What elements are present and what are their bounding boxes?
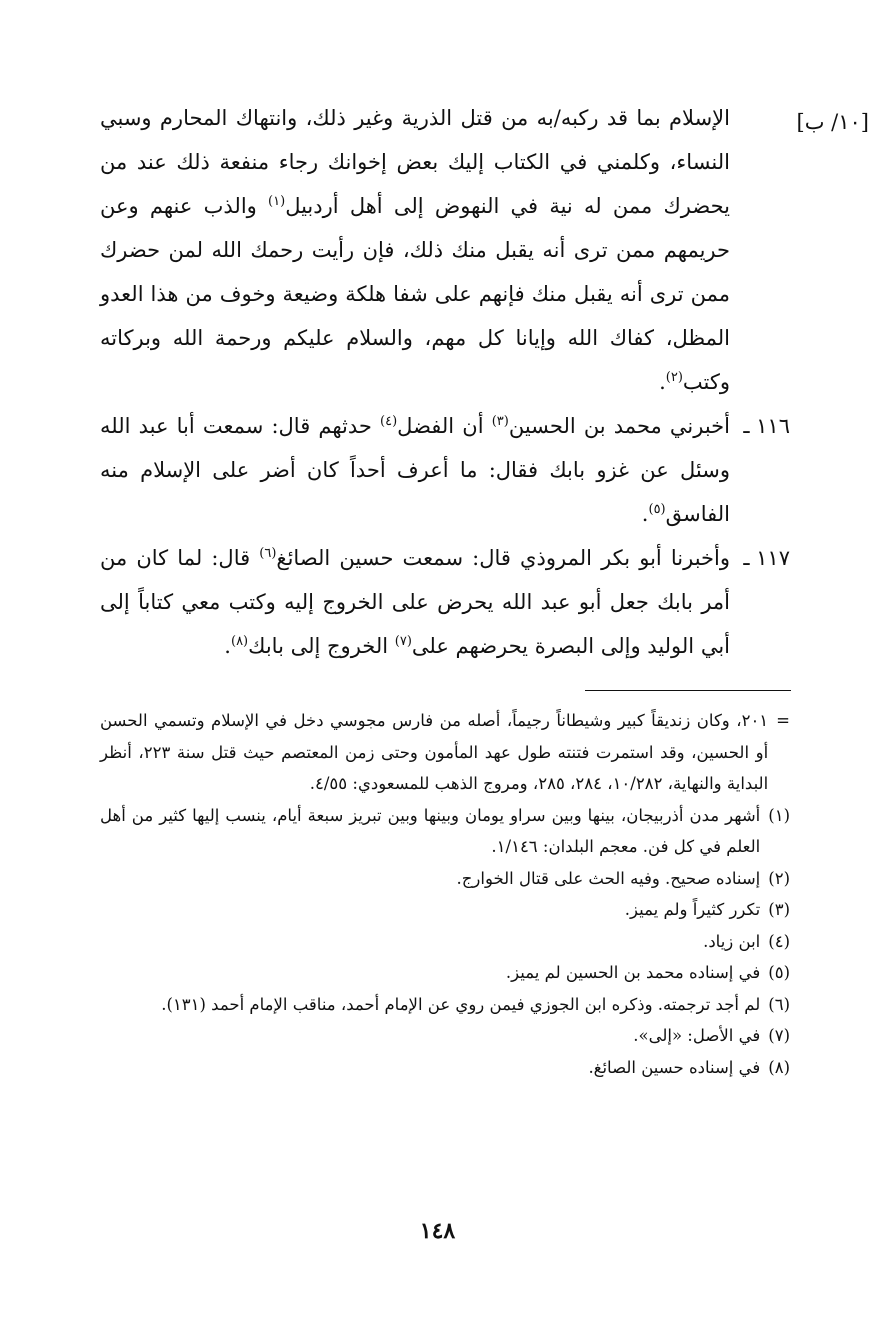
footnote-text: تكرر كثيراً ولم يميز. — [624, 900, 761, 919]
paragraph-text: والذب عنهم وعن حريمهم ممن ترى أنه يقبل منك ذلك، فإن رأيت رحمك الله لمن حضرك ممن ترى أنه يقبل منك فإنهم على شفا هلكة وضيعة وخوف من هذا العدو المظل، كفاك الله وإيانا كل مهم، والسلام عليكم ورحمة الله وبركاته وكتب — [100, 194, 730, 394]
narration-number: ١١٦ ـ — [743, 414, 790, 438]
footnote-8 — [100, 1052, 790, 1084]
narration-117 — [100, 536, 790, 668]
footnote-ref-3[interactable]: (٣) — [491, 414, 509, 429]
narration-segment: . — [641, 502, 649, 526]
footnote-3 — [100, 894, 790, 926]
narration-segment: الخروج إلى بابك — [248, 634, 395, 658]
narration-segment: قال: لما كان من أمر بابك جعل أبو عبد الله يحرض على الخروج إليه وكتب معي كتاباً إلى أبي الوليد وإلى البصرة يحرضهم على — [100, 546, 730, 658]
footnote-text: لم أجد ترجمته. وذكره ابن الجوزي فيمن روي عن الإمام أحمد، مناقب الإمام أحمد (١٣١). — [161, 994, 761, 1014]
footnote-label: = — [776, 711, 790, 730]
main-text — [100, 96, 790, 668]
footnote-label: (٨) — [768, 1057, 790, 1077]
footnote-label: (٣) — [768, 900, 790, 919]
manuscript-folio-marker: [١٠/ ب] — [796, 110, 869, 134]
footnote-label: (٦) — [768, 994, 790, 1014]
narration-text — [100, 404, 730, 536]
narration-segment: أخبرني محمد بن الحسين — [508, 414, 730, 438]
footnote-5 — [100, 957, 790, 989]
footnote-ref-8[interactable]: (٨) — [230, 634, 249, 649]
narration-116 — [100, 404, 790, 536]
footnote-2 — [100, 863, 790, 895]
footnote-text: في إسناده محمد بن الحسين لم يميز. — [505, 963, 761, 982]
paragraph-text: . — [659, 370, 666, 394]
footnote-text: في الأصل: «إلى». — [633, 1026, 761, 1045]
footnote-text: في إسناده حسين الصائغ. — [588, 1057, 761, 1077]
footnote-label: (٧) — [768, 1026, 790, 1045]
footnote-label: (٥) — [768, 963, 790, 982]
paragraph-text: الإسلام بما قد ركبه/به من قتل الذرية وغير ذلك، وانتهاك المحارم وسبي النساء، وكلمني في الكتاب إليك بعض إخوانك رجاء منفعة ذلك عند من يحضرك ممن له نية في النهوض إلى أهل أردبيل — [100, 106, 731, 218]
footnote-text: أشهر مدن أذربيجان، بينها وبين سراو يومان وبينها وبين تبريز سبعة أيام، ينسب إليها كثير من أهل العلم في كل فن. معجم البلدان: ١/١٤٦. — [100, 805, 761, 856]
narration-text — [100, 536, 730, 668]
footnote-1 — [100, 800, 790, 863]
footnote-text: إسناده صحيح. وفيه الحث على قتال الخوارج. — [456, 868, 761, 888]
footnote-4 — [100, 926, 790, 958]
footnote-continued — [100, 705, 790, 800]
footnote-ref-2[interactable]: (٢) — [665, 370, 683, 385]
narration-segment: وأخبرنا أبو بكر المروذي قال: سمعت حسين الصائغ — [276, 546, 730, 570]
footnote-6 — [100, 989, 790, 1021]
paragraph-continuation — [100, 96, 730, 404]
narration-number: ١١٧ ـ — [743, 546, 790, 570]
footnote-text: ٢٠١، وكان زنديقاً كبير وشيطاناً رجيماً، أصله من فارس مجوسي دخل في الإسلام وتسمي الحسن أو الحسين، وقد استمرت فتنته طول عهد المأمون وحتى زمن المعتصم حيث قتل سنة ٢٢٣، أنظر البداية والنهاية، ١٠/٢٨٢، ٢٨٤، ٢٨٥، ومروج الذهب للمسعودي: ٤/٥٥. — [100, 711, 769, 793]
footnotes — [100, 705, 790, 1083]
page-number: ١٤٨ — [419, 1218, 456, 1244]
footnote-label: (١) — [768, 805, 790, 825]
footnote-ref-5[interactable]: (٥) — [648, 502, 666, 517]
footnote-label: (٤) — [768, 931, 790, 951]
narration-segment: حدثهم قال: سمعت أبا عبد الله وسئل عن غزو بابك فقال: ما أعرف أحداً كان أضر على الإسلام منه الفاسق — [100, 414, 730, 526]
footnote-ref-1[interactable]: (١) — [268, 194, 286, 209]
footnote-ref-4[interactable]: (٤) — [380, 414, 398, 429]
footnote-text: ابن زياد. — [703, 931, 761, 951]
footnote-ref-6[interactable]: (٦) — [259, 546, 277, 561]
footnote-ref-7[interactable]: (٧) — [394, 634, 412, 649]
narration-segment: . — [224, 634, 231, 658]
footnote-7 — [100, 1020, 790, 1052]
footnote-label: (٢) — [768, 868, 790, 888]
narration-segment: أن الفضل — [397, 414, 492, 438]
footnote-separator — [585, 690, 791, 691]
